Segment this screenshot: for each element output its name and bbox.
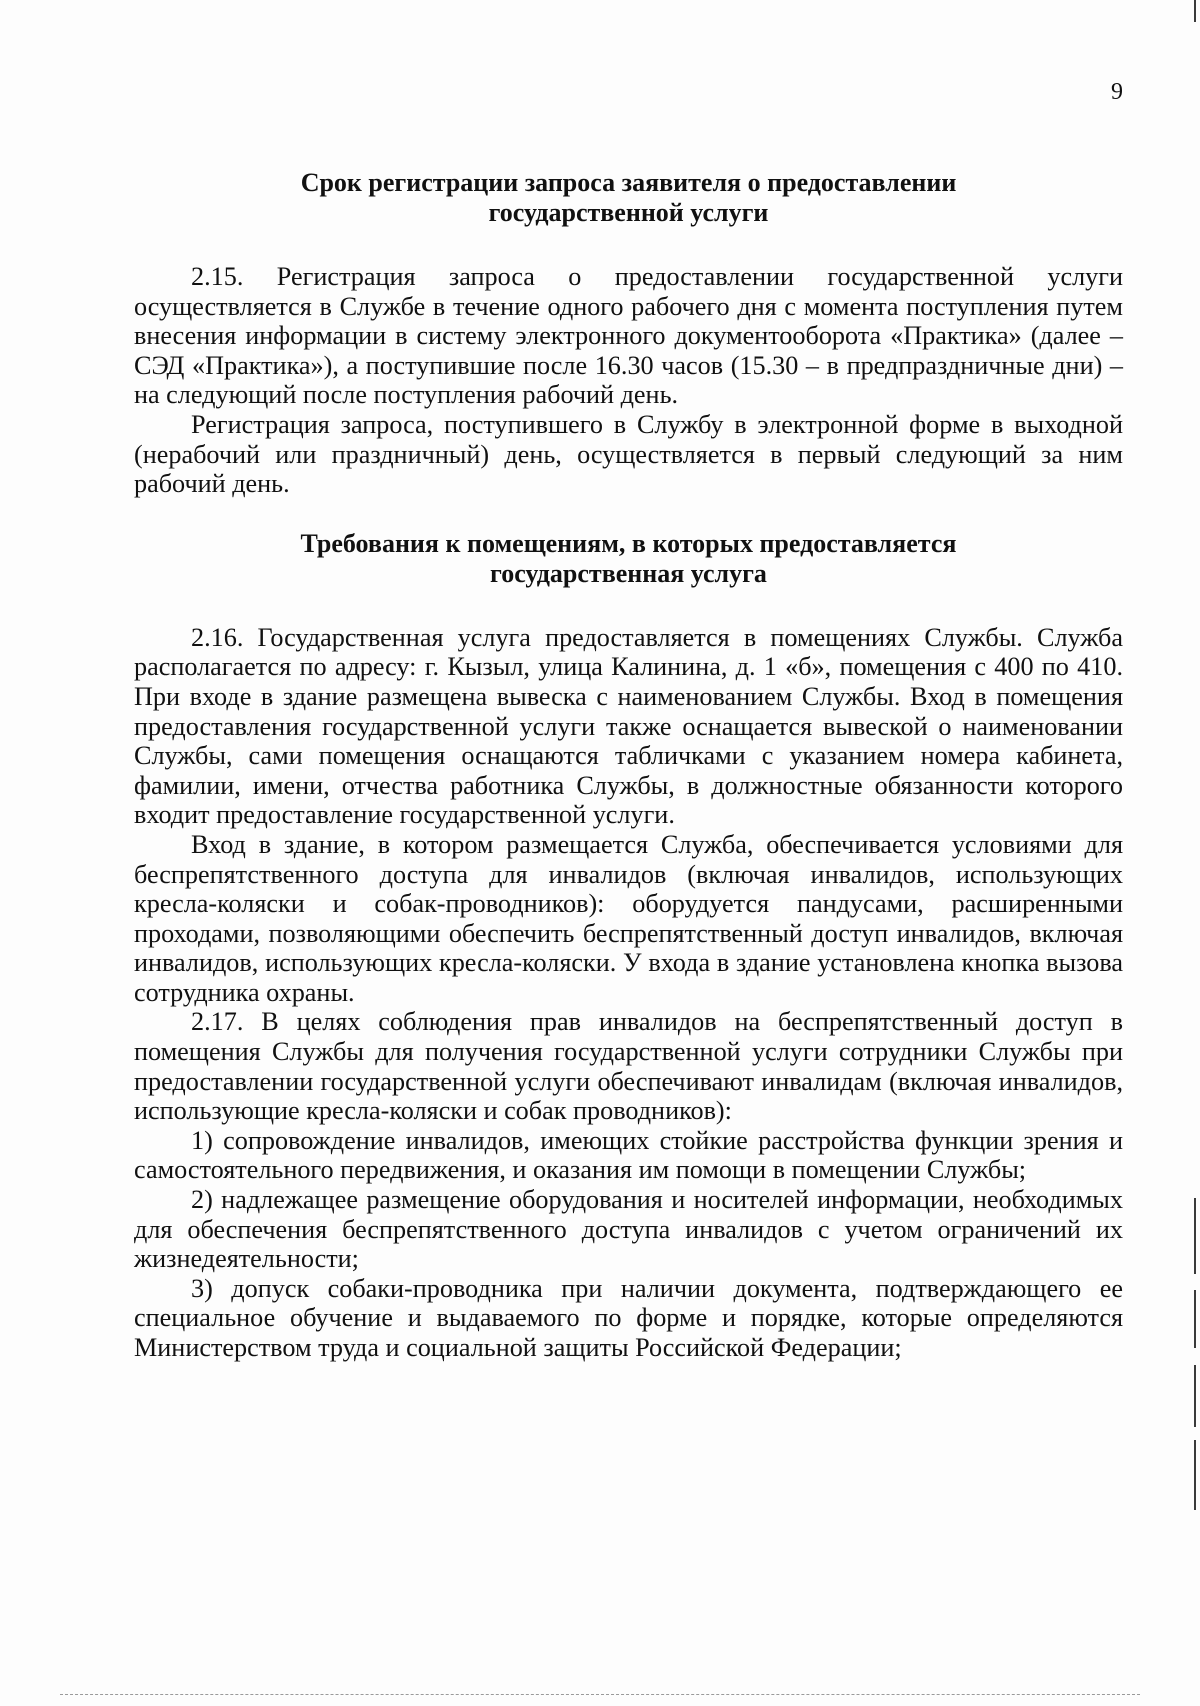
paragraph-2-16: 2.16. Государственная услуга предоставляется в помещениях Службы. Служба располагается по адресу: г. Кызыл, улица Калинина, д. 1 «б», помещения с 400 по 410. При входе в здание размещена вывеска с наименованием Службы. Вход в помещения предоставления государственной услуги также оснащается вывеской о наименовании Службы, сами помещения оснащаются табличками с указанием номера кабинета, фамилии, имени, отчества работника Службы, в должностные обязанности которого входит предоставление государственной услуги.	[134, 622, 1123, 830]
heading-line: государственная услуга	[490, 558, 767, 588]
paragraph-2-17: 2.17. В целях соблюдения прав инвалидов на беспрепятственный доступ в помещения Службы для получения государственной услуги сотрудники Службы при предоставлении государственной услуги обеспечивают инвалидам (включая инвалидов, использующие кресла-коляски и собак проводников):	[134, 1007, 1123, 1126]
section-heading-premises	[134, 529, 1123, 589]
scan-edge-mark	[1194, 1440, 1196, 1510]
paragraph-registration-weekend: Регистрация запроса, поступившего в Службу в электронной форме в выходной (нерабочий или праздничный) день, осуществляется в первый следующий за ним рабочий день.	[134, 409, 1123, 499]
scan-edge-mark	[1194, 1198, 1196, 1274]
document-body	[134, 168, 1123, 1363]
list-item-1: 1) сопровождение инвалидов, имеющих стойкие расстройства функции зрения и самостоятельного передвижения, и оказания им помощи в помещении Службы;	[134, 1125, 1123, 1185]
scan-edge-mark	[1194, 1290, 1196, 1348]
heading-line: Требования к помещениям, в которых предоставляется	[300, 528, 957, 558]
paragraph-building-access: Вход в здание, в котором размещается Служба, обеспечивается условиями для беспрепятственного доступа для инвалидов (включая инвалидов, использующих кресла-коляски и собак-проводников): оборудуется пандусами, расширенными проходами, позволяющими обеспечить беспрепятственный доступ инвалидов, включая инвалидов, использующих кресла-коляски. У входа в здание установлена кнопка вызова сотрудника охраны.	[134, 829, 1123, 1007]
heading-line: государственной услуги	[488, 198, 769, 227]
scan-edge-mark	[1194, 0, 1196, 22]
paragraph-2-15: 2.15. Регистрация запроса о предоставлении государственной услуги осуществляется в Службе в течение одного рабочего дня с момента поступления путем внесения информации в систему электронного документооборота «Практика» (далее – СЭД «Практика»), а поступившие после 16.30 часов (15.30 – в предпраздничные дни) – на следующий после поступления рабочий день.	[134, 262, 1123, 410]
section-heading-registration	[134, 168, 1123, 228]
scan-edge-mark	[1194, 1365, 1196, 1427]
scan-bottom-edge	[60, 1694, 1140, 1696]
heading-line: Срок регистрации запроса заявителя о предоставлении	[300, 168, 957, 197]
list-item-3: 3) допуск собаки-проводника при наличии документа, подтверждающего ее специальное обучение и выдаваемого по форме и порядке, которые определяются Министерством труда и социальной защиты Российской Федерации;	[134, 1273, 1123, 1362]
list-item-2: 2) надлежащее размещение оборудования и носителей информации, необходимых для обеспечения беспрепятственного доступа инвалидов с учетом ограничений их жизнедеятельности;	[134, 1185, 1123, 1274]
page-number: 9	[1111, 79, 1123, 105]
